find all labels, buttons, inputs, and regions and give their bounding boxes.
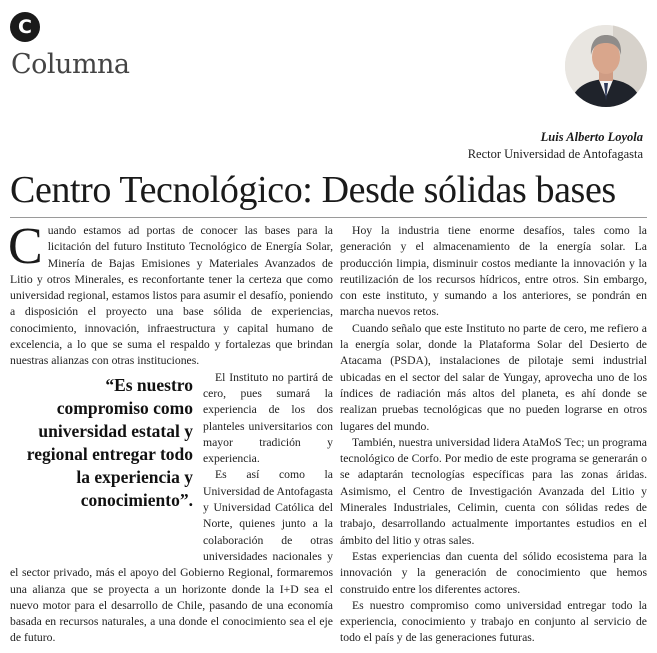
paragraph: También, nuestra universidad lidera AtaMoS Tec; un programa tecnológico de Corfo. Por medio de este programa se generarán o se adaptarán tecnologías específicas para las zonas áridas. Asimismo, el Centro de Investigación Avanzada del Litio y Minerales Industriales, Celimin, cuenta con sólidas redes de trabajo, desarrollando actualmente importantes estudios en el ámbito del litio y otras sales. <box>340 435 647 547</box>
paragraph: Hoy la industria tiene enorme desafíos, tales como la generación y el almacenamiento de la energía solar. La producción limpia, disminuir costos mediante la innovación y la reutilización de los recursos hídricos, entre otros. Sin embargo, con este instituto, y sumando a los anteriores, se pondrán en marcha nuevos retos. <box>340 224 647 319</box>
paragraph: Estas experiencias dan cuenta del sólido ecosistema para la innovación y la generación de conocimiento que hemos construido entre los diferentes actores. <box>340 549 647 596</box>
headline: Centro Tecnológico: Desde sólidas bases <box>10 169 616 211</box>
right-column <box>340 223 647 647</box>
author-photo <box>565 25 647 107</box>
section-title: Columna <box>11 49 130 80</box>
author-role: Rector Universidad de Antofagasta <box>467 147 643 161</box>
drop-cap: C <box>8 218 43 275</box>
paragraph: Es así como la Universidad de Antofagasta y Universidad Católica del Norte, quienes junto a la colaboración de otras universidades nacionales y el sector privado, más el apoyo del Gobierno Regional, formaremos una alianza que se proyecta a un horizonte donde la I+D sea el nuevo motor para el desarrollo de Chile, pasando de una economía basada en recursos naturales, a una donde el conocimiento sea el eje de futuro. <box>10 468 333 645</box>
paragraph-text: uando estamos ad portas de conocer las bases para la licitación del futuro Instituto Tecnológico de Energía Solar, Minería de Bajas Emisiones y Materiales Avanzados de Litio y otros Minerales, es reconfortante tener la certeza que como universidad regional, estamos listos para asumir el desafío, poniendo a disposición el proyecto una base sólida de experiencias, conocimiento, innovación, infraestructura y capital humano de excelencia, a lo que se suma el respaldo y fortalezas que brindan nuestras alianzas con otras instituciones. <box>10 224 333 368</box>
byline <box>468 129 643 163</box>
section-badge: C <box>10 12 40 42</box>
left-column <box>8 218 333 647</box>
paragraph: El Instituto no partirá de cero, pues sumará la experiencia de los dos planteles universitarios con mayor tradición y experiencia. <box>203 370 333 466</box>
divider <box>10 217 647 218</box>
paragraph <box>8 218 333 370</box>
paragraph: Cuando señalo que este Instituto no parte de cero, me refiero a la energía solar, donde la Plataforma Solar del Desierto de Atacama (PSDA), instalaciones de pilotaje semi industrial ubicadas en el sector del salar de Yungay, aprovecha uno de los índices de radiación más altos del planeta, es ahí donde se realizan pruebas tecnológicas que no pueden lograrse en otros lugares del mundo. <box>340 321 647 433</box>
author-name: Luis Alberto Loyola <box>540 130 643 144</box>
paragraph: Es nuestro compromiso como universidad entregar todo la experiencia, conocimiento y trabajo en conjunto al servicio de todo el país y de las generaciones futuras. <box>340 598 647 645</box>
pull-quote: “Es nuestro compromiso como universidad estatal y regional entregar todo la experiencia y conocimiento”. <box>26 374 193 510</box>
